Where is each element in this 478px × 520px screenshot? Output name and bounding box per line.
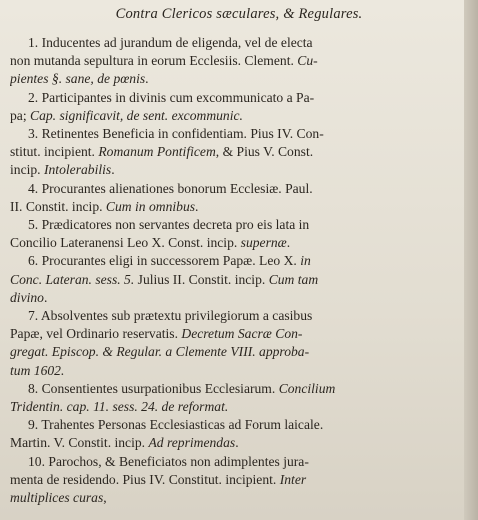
- entry-7: [10, 307, 466, 380]
- text-run: stitut. incipient.: [10, 144, 99, 160]
- italic-citation: tum 1602.: [10, 362, 65, 378]
- text-run: 6. Procurantes eligi in successorem Papæ. Leo X.: [28, 253, 301, 269]
- entry-line: [10, 125, 466, 143]
- text-run: , & Pius V. Const.: [215, 144, 314, 160]
- italic-citation: supernæ: [240, 235, 287, 251]
- text-run: incip.: [10, 162, 44, 178]
- entry-line: [10, 398, 466, 416]
- italic-citation: pientes §. sane, de pœnis: [10, 71, 146, 87]
- text-run: 10. Parochos, & Beneficiatos non adimplentes jura-: [28, 453, 309, 469]
- italic-citation: Tridentin. cap. 11. sess. 24. de reformat.: [10, 399, 229, 415]
- entry-line: [10, 416, 466, 434]
- italic-citation: Conc. Lateran. sess. 5.: [10, 271, 135, 287]
- text-run: 7. Absolventes sub prætextu privilegiorum a casibus: [28, 308, 313, 324]
- entry-line: [10, 107, 466, 125]
- entry-line: [10, 52, 466, 70]
- text-run: pa;: [10, 107, 31, 123]
- page-body: [10, 34, 466, 507]
- italic-citation: gregat. Episcop. & Regular. a Clemente VIII. approba-: [10, 344, 310, 360]
- italic-citation: Concilium: [278, 380, 336, 396]
- entry-line: [10, 161, 466, 179]
- text-run: .: [286, 235, 291, 251]
- text-run: 3. Retinentes Beneficia in confidentiam. Pius IV. Con-: [28, 126, 324, 142]
- entry-8: [10, 380, 466, 416]
- text-run: ,: [103, 490, 107, 506]
- italic-citation: Intolerabilis: [43, 162, 112, 178]
- text-run: .: [145, 71, 149, 87]
- entry-1: [10, 34, 466, 89]
- entry-line: [10, 471, 466, 489]
- entry-4: [10, 180, 466, 216]
- entry-2: [10, 89, 466, 125]
- text-run: 5. Prædicatores non servantes decreta pro eis lata in: [28, 217, 310, 233]
- italic-citation: Decretum Sacræ Con-: [181, 326, 303, 342]
- entry-line: [10, 271, 466, 289]
- running-header: Contra Clericos sæculares, & Regulares.: [115, 6, 363, 22]
- entry-line: [10, 343, 466, 361]
- entry-line: [10, 143, 466, 161]
- text-run: 2. Participantes in divinis cum excommunicato a Pa-: [28, 89, 315, 105]
- entry-line: [10, 180, 466, 198]
- entry-line: [10, 289, 466, 307]
- entry-line: [10, 489, 466, 507]
- entry-line: [10, 434, 466, 452]
- text-run: 8. Consentientes usurpationibus Ecclesiarum.: [28, 380, 279, 396]
- page-edge-shadow: [464, 0, 478, 520]
- italic-citation: Cap. significavit, de sent. excommunic.: [30, 107, 243, 123]
- entry-line: [10, 34, 466, 52]
- text-run: 1. Inducentes ad jurandum de eligenda, vel de electa: [28, 35, 313, 50]
- text-run: non mutanda sepultura in eorum Ecclesiis. Clement.: [10, 53, 298, 69]
- entry-6: [10, 252, 466, 307]
- entry-line: [10, 380, 466, 398]
- entry-line: [10, 453, 466, 471]
- entry-line: [10, 70, 466, 88]
- italic-citation: multiplices curas: [10, 490, 104, 506]
- entry-line: [10, 234, 466, 252]
- entry-10: [10, 453, 466, 508]
- entry-line: [10, 325, 466, 343]
- entry-line: [10, 89, 466, 107]
- italic-citation: Cum tam: [268, 271, 319, 287]
- text-run: 4. Procurantes alienationes bonorum Ecclesiæ. Paul.: [28, 180, 313, 196]
- italic-citation: Ad reprimendas: [148, 435, 236, 451]
- entry-5: [10, 216, 466, 252]
- text-run: .: [43, 289, 48, 305]
- italic-citation: in: [300, 253, 311, 269]
- italic-citation: Cu-: [297, 53, 318, 69]
- italic-citation: divino: [10, 289, 44, 305]
- text-run: .: [195, 198, 199, 214]
- entry-line: [10, 252, 466, 270]
- text-run: 9. Trahentes Personas Ecclesiasticas ad Forum laicale.: [28, 417, 324, 433]
- text-run: Papæ, vel Ordinario reservatis.: [10, 326, 182, 342]
- text-run: .: [235, 435, 239, 451]
- italic-citation: Romanum Pontificem: [98, 144, 216, 160]
- italic-citation: Inter: [279, 471, 307, 487]
- entry-line: [10, 362, 466, 380]
- text-run: .: [111, 162, 115, 178]
- entry-line: [10, 307, 466, 325]
- entry-line: [10, 216, 466, 234]
- entry-line: [10, 198, 466, 216]
- entry-3: [10, 125, 466, 180]
- text-run: Julius II. Constit. incip.: [134, 271, 269, 287]
- entry-9: [10, 416, 466, 452]
- text-run: II. Constit. incip.: [10, 198, 106, 214]
- text-run: Concilio Lateranensi Leo X. Const. incip.: [10, 235, 241, 251]
- italic-citation: Cum in omnibus: [105, 198, 196, 214]
- text-run: Martin. V. Constit. incip.: [10, 435, 149, 451]
- text-run: menta de residendo. Pius IV. Constitut. incipient.: [10, 471, 280, 487]
